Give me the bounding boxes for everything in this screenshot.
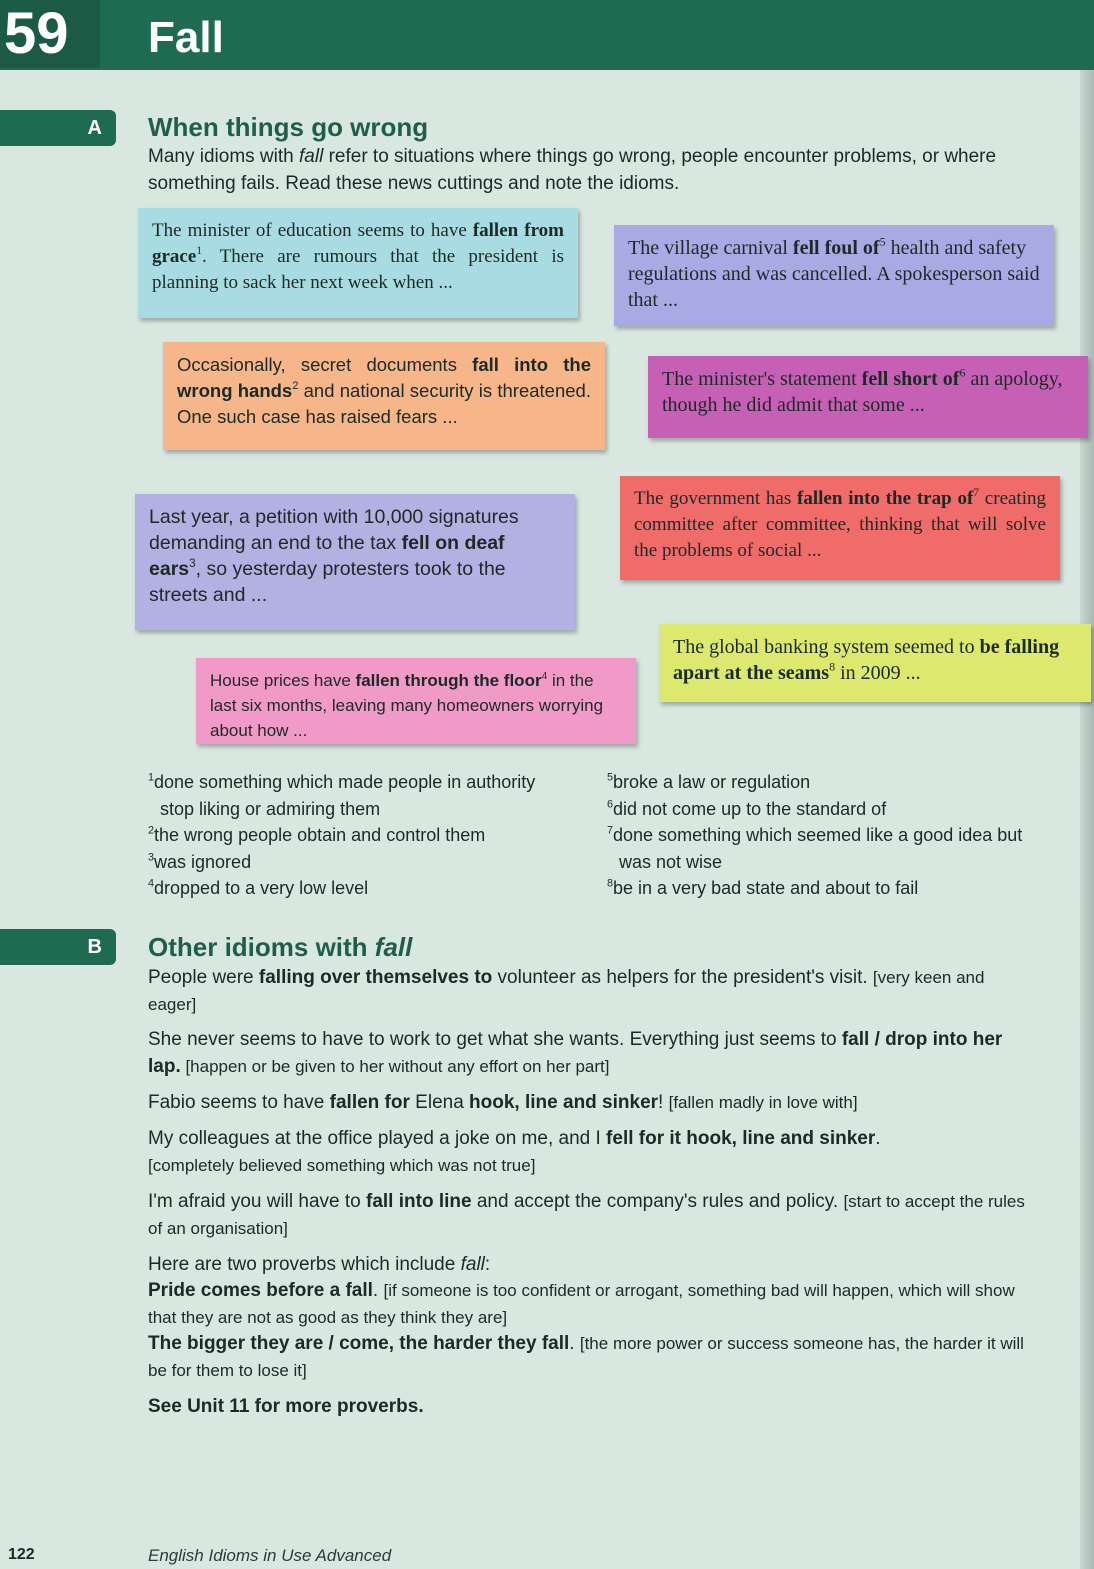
unit-title: Fall [148,13,224,62]
footnote-1: $^1$done something which made people in authority stop liking or admiring them [148,771,536,819]
idiom-falling-over-themselves: People were falling over themselves to volunteer as helpers for the president's visit. [very keen and eager] [148,967,985,1014]
idiom-fallen-for: Fabio seems to have fallen for Elena hook, line and sinker! [fallen madly in love with] [148,1092,858,1113]
unit-number: 59 [0,0,100,68]
footnote-6: $^6$did not come up to the standard of [607,797,887,819]
footnote-3: $^3$was ignored [148,850,252,872]
news-card-fell-short-of: The minister's statement fell short $of^6$ an apology, though he did admit that some ... [648,356,1088,438]
footnote-7: $^7$done something which seemed like a good idea but was not wise [607,824,1023,872]
section-a-title: When things go wrong [148,112,429,142]
news-card-fell-foul-of: The village carnival fell foul $of^5$ health and safety regulations and was cancelled. A spokesperson said that ... [614,225,1054,326]
proverb-bigger-they-are: The bigger they are / come, the harder they fall. [the more power or success someone has, the harder it will be for them to lose it] [148,1333,1024,1380]
footnote-4: $^4$dropped to a very low level [148,877,369,898]
unit-header [0,0,1094,70]
idiom-fell-for-it: My colleagues at the office played a joke on me, and I fell for it hook, line and sinker. [completely believed something which was not true] [148,1128,881,1175]
news-card-fall-into-wrong-hands: Occasionally, secret documents fall into the wrong hands$^2$ and national security is threatened. One such case has raised fears ... [163,342,605,450]
news-card-fell-on-deaf-ears: Last year, a petition with 10,000 signatures demanding an end to the tax fell on deaf ears$^3$, so yesterday protesters took to the streets and ... [135,494,575,630]
page-spine-shadow [1080,0,1094,1569]
section-a-tab: A [0,110,116,146]
footnote-2: $^2$the wrong people obtain and control them [148,824,486,845]
proverb-pride: Pride comes before a fall. [if someone is too confident or arrogant, something bad will happen, which will show that they are not as good as they think they are] [148,1280,1015,1327]
page-number: 122 [8,1546,35,1563]
section-a-intro: Many idioms with fall refer to situations where things go wrong, people encounter problems, or where something fails. Read these news cuttings and note the idioms. [148,146,997,194]
cross-reference: See Unit 11 for more proverbs. [148,1396,424,1417]
footnotes-right [607,769,1027,902]
section-b-title: Other idioms with fall [148,932,413,962]
news-card-fallen-through-the-floor: House prices have fallen through the floor$^4$ in the last six months, leaving many homeowners worrying about how ... [196,658,636,744]
book-title: English Idioms in Use Advanced [148,1546,392,1565]
news-card-fallen-from-grace: The minister of education seems to have fallen from grace$^1$. There are rumours that the president is planning to sack her next week when ... [138,208,578,318]
footnote-8: $^8$be in a very bad state and about to fail [607,877,919,898]
idiom-fall-into-lap: She never seems to have to work to get what she wants. Everything just seems to fall / drop into her lap. [happen or be given to her without any effort on her part] [148,1029,1003,1077]
news-card-fallen-into-the-trap: The government has fallen into the trap $of^7$ creating committee after committee, thinking that will solve the problems of social ... [620,476,1060,580]
footnote-5: $^5$broke a law or regulation [607,771,811,792]
news-card-falling-apart-at-the-seams: The global banking system seemed to be falling apart at the seams$^8$ in 2009 ... [659,624,1091,702]
proverbs-intro: Here are two proverbs which include fall: [148,1254,491,1275]
idiom-fall-into-line: I'm afraid you will have to fall into line and accept the company's rules and policy. [start to accept the rules of an organisation] [148,1191,1025,1238]
footnotes-left [148,769,568,902]
section-b-tab: B [0,929,116,965]
